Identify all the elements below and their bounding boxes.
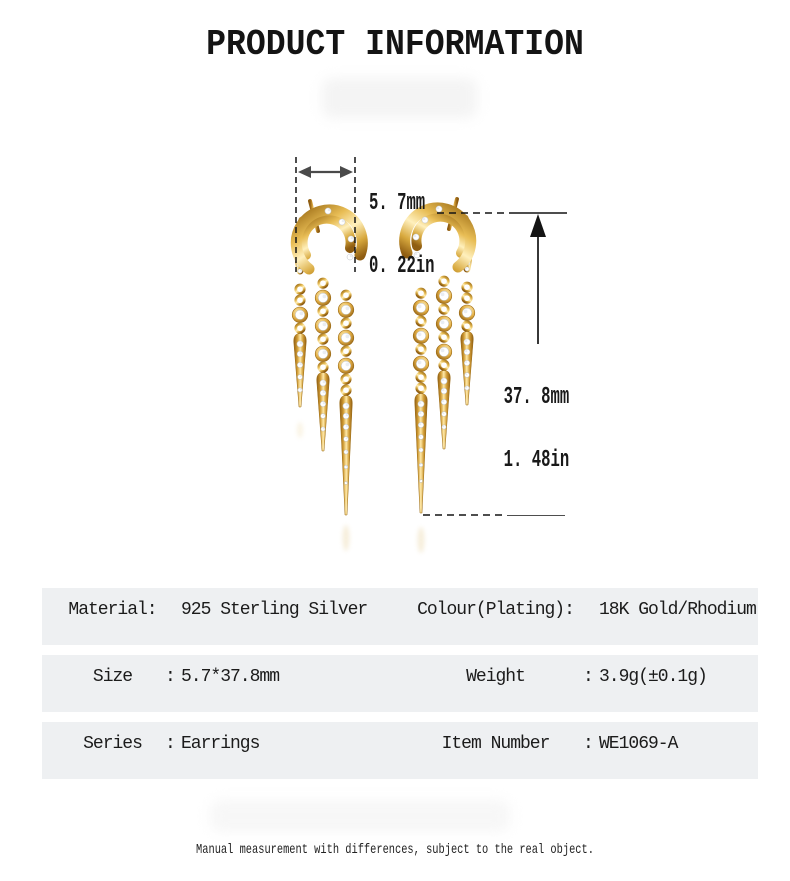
height-mm-text: 37. 8mm bbox=[503, 384, 570, 411]
left-earring bbox=[292, 201, 362, 515]
spec-cell-item-number bbox=[408, 733, 677, 755]
height-in-text: 1. 48in bbox=[503, 447, 570, 474]
spec-value: WE1069-A bbox=[599, 734, 678, 754]
spec-row-size-weight bbox=[42, 655, 758, 712]
spec-colon: : bbox=[165, 667, 175, 687]
spec-label: Weight bbox=[466, 667, 525, 687]
page-title: PRODUCT INFORMATION bbox=[206, 24, 584, 65]
spec-colon bbox=[165, 599, 179, 621]
width-dimension-label bbox=[369, 151, 435, 319]
spec-value: 5.7*37.8mm bbox=[181, 667, 280, 687]
spec-colon: : bbox=[165, 734, 175, 754]
spec-value: 3.9g(±0.1g) bbox=[599, 667, 707, 687]
width-mm-text: 5. 7mm bbox=[369, 190, 426, 217]
spec-row-material-colour bbox=[42, 588, 758, 645]
spec-cell-colour-plating bbox=[408, 599, 756, 621]
watermark-smudge bbox=[210, 800, 510, 832]
spec-label: Series bbox=[83, 734, 142, 754]
reflections bbox=[297, 422, 425, 553]
height-dimension-label bbox=[503, 344, 571, 515]
disclaimer-note: Manual measurement with differences, subject to the real object. bbox=[196, 842, 594, 858]
spec-value: 925 Sterling Silver bbox=[181, 600, 368, 620]
width-in-text: 0. 22in bbox=[369, 253, 435, 280]
spec-cell-material bbox=[60, 599, 367, 621]
spec-colon bbox=[583, 599, 597, 621]
spec-label: Colour(Plating): bbox=[417, 600, 574, 620]
spec-value: Earrings bbox=[181, 734, 260, 754]
spec-colon: : bbox=[583, 734, 593, 754]
spec-label: Size bbox=[92, 667, 133, 687]
spec-label: Material: bbox=[68, 600, 157, 620]
spec-label: Item Number bbox=[441, 734, 550, 754]
spec-colon: : bbox=[583, 667, 593, 687]
spec-value: 18K Gold/Rhodium bbox=[599, 600, 756, 620]
spec-cell-weight bbox=[408, 666, 707, 688]
spec-cell-series bbox=[60, 733, 259, 755]
spec-cell-size bbox=[60, 666, 279, 688]
spec-row-series-item bbox=[42, 722, 758, 779]
